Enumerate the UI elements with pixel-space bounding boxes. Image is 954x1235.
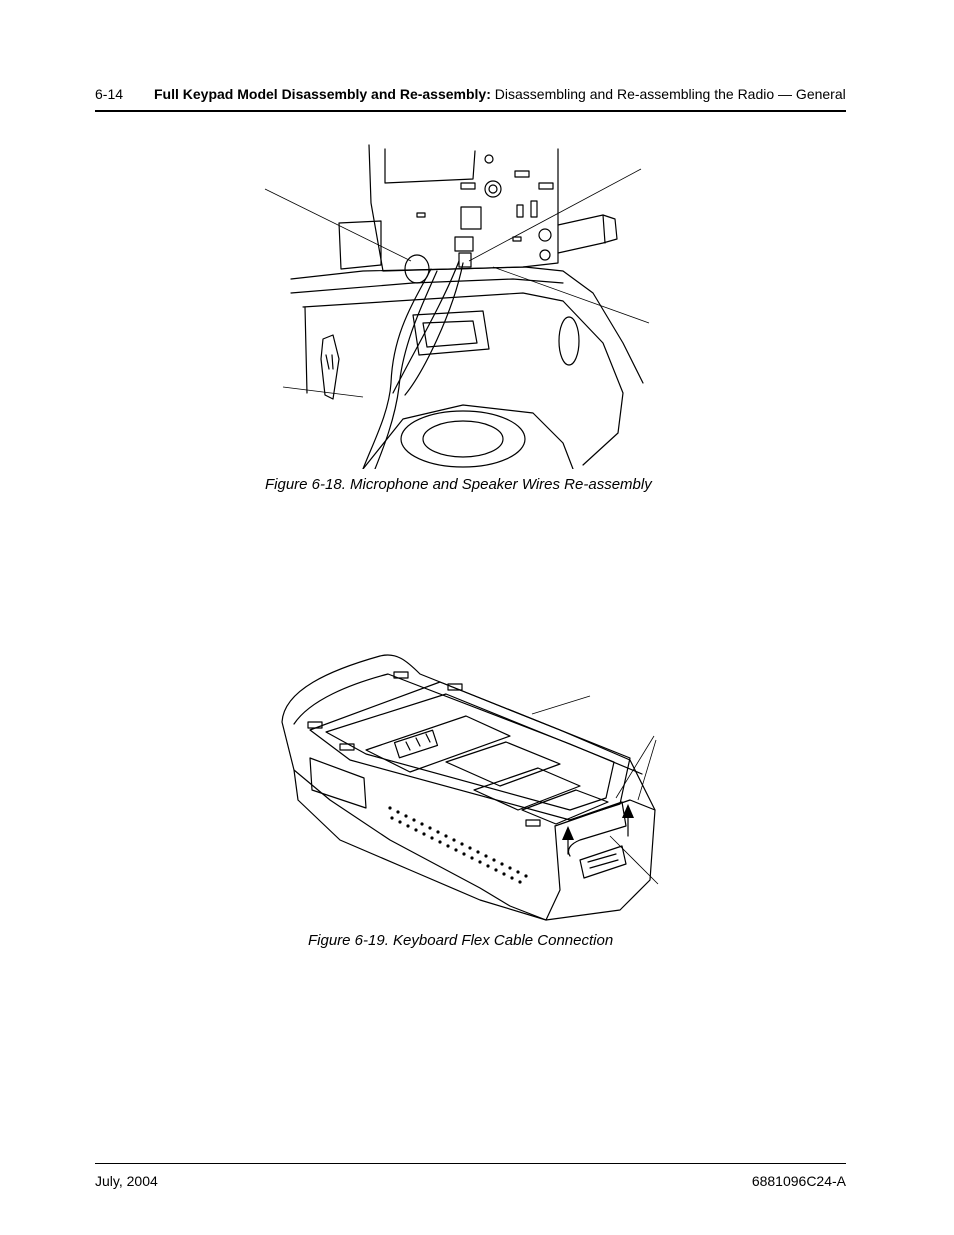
footer-date: July, 2004: [95, 1173, 158, 1189]
footer-doc-number: 6881096C24-A: [751, 1173, 846, 1189]
header-rule: [95, 110, 846, 112]
footer-rule: [95, 1163, 846, 1164]
microphone-speaker-wires-illustration: [263, 143, 653, 469]
section-title-rest: Disassembling and Re-assembling the Radio — General: [490, 86, 846, 102]
page-header: [95, 84, 846, 104]
section-title: [154, 84, 846, 104]
keyboard-flex-cable-illustration: [270, 650, 662, 922]
figure-6-18-caption: Figure 6-18. Microphone and Speaker Wires Re-assembly: [265, 476, 652, 493]
section-title-bold: Full Keypad Model Disassembly and Re-assembly:: [154, 86, 491, 102]
figure-6-19-caption: Figure 6-19. Keyboard Flex Cable Connection: [308, 932, 614, 949]
page-number: 6-14: [95, 86, 124, 102]
